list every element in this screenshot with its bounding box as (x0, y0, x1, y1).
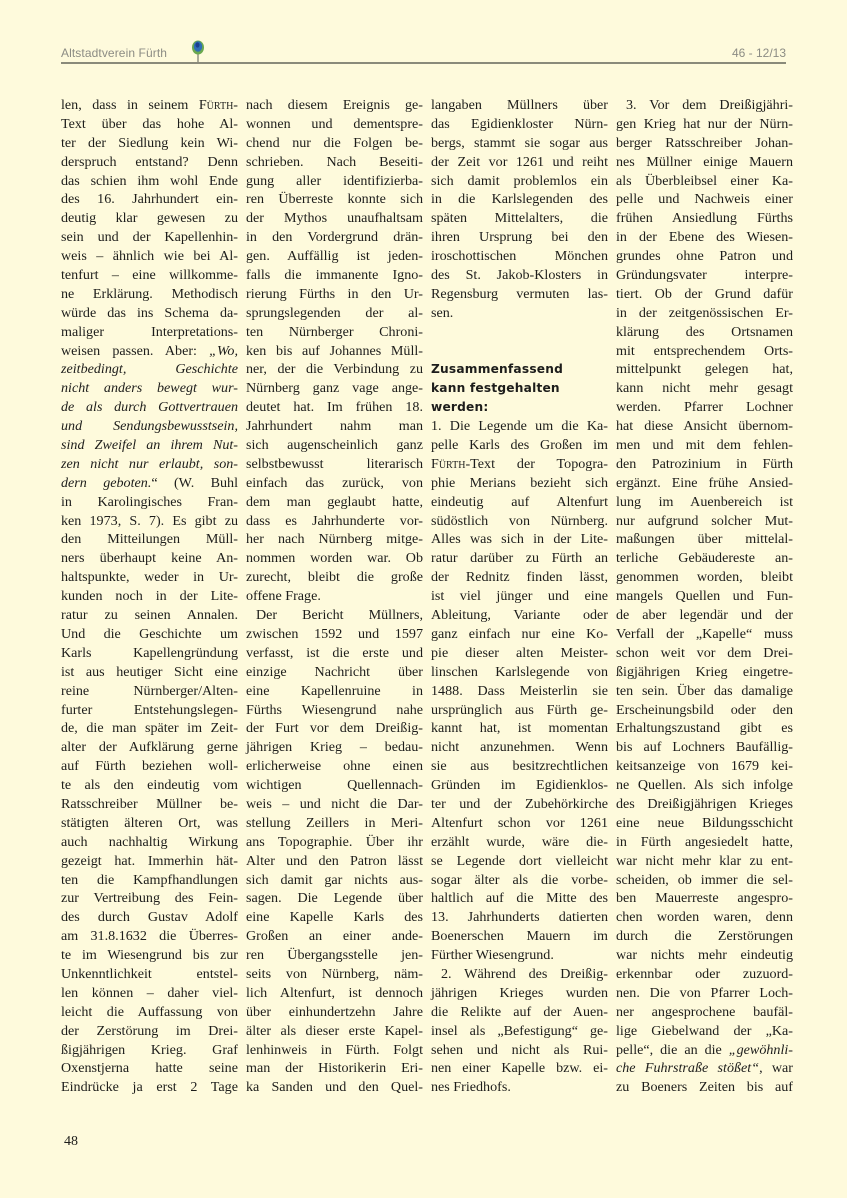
text-line: über einhundertzehn Jahre (246, 1003, 423, 1020)
text-line: grundes ohne Patron und (616, 248, 793, 265)
text-line: Boenerschen Mauern im (431, 928, 608, 945)
text-line: reine Nürnberger/Alten- (61, 682, 238, 699)
text-line: ursprünglich aus Fürth ge- (431, 701, 608, 718)
text-line: Erscheinungsbild oder den (616, 701, 793, 718)
text-line: dern geboten.“ (W. Buhl (61, 474, 239, 491)
text-line: ganz einfach nur eine Ko- (431, 625, 608, 642)
text-line: eine Kapellenruine in (246, 682, 423, 699)
text-line: rierung Fürths in den Ur- (246, 285, 423, 302)
text-line: das schien ihm wohl Ende (61, 172, 238, 189)
text-line: Altenfurt schon vor 1261 (431, 814, 608, 831)
text-line: stellung Zeillers in Meri- (246, 814, 423, 831)
text-line: der Mythos unaufhaltsam (246, 210, 423, 227)
text-line: phie Merians bezieht sich (431, 474, 608, 491)
text-line: ist viel jünger und eine (431, 588, 608, 605)
text-line: ratur darüber zu Fürth an (431, 550, 608, 567)
text-line: 1488. Dass Meisterlin sie (431, 682, 608, 699)
text-line: sich damit problemlos ein (431, 172, 608, 189)
text-line: nes Müllner einige Mauern (616, 153, 793, 170)
section-heading: kann festgehalten (431, 381, 560, 396)
text-line: iroschottischen Mönchen (431, 248, 608, 265)
text-line: Jahrhundert nahm man (246, 418, 423, 435)
text-line: die Relikte auf der Auen- (431, 1003, 608, 1020)
text-line: erzählt wurde, wäre die- (431, 833, 608, 850)
text-line: der Zeit vor 1261 und reiht (431, 153, 608, 170)
text-line: sie aus besitzrechtlichen (431, 758, 608, 775)
text-line: würde das ins Schema da- (61, 304, 238, 321)
text-line: Fürths Wiesengrund nahe (246, 701, 423, 718)
text-column-1 (61, 96, 238, 1097)
text-line: mit entsprechendem Orts- (616, 342, 793, 359)
text-line: berger Ratsschreiber Johan- (616, 134, 793, 151)
text-line: der Rednitz finden lässt, (431, 569, 608, 586)
text-line: wichtigen Quellennach- (246, 777, 423, 794)
text-line: eindeutig auf Altenfurt (431, 493, 608, 510)
text-line: gung aller identifizierba- (246, 172, 423, 189)
text-line: ten Nürnberger Chroni- (246, 323, 423, 340)
text-line: tiert. Ob der Grund dafür (616, 285, 793, 302)
text-line: Fürther Wiesengrund. (431, 947, 554, 964)
text-line: sehen und nicht als Rui- (431, 1041, 608, 1058)
text-line: kann nicht mehr gesagt (616, 380, 793, 397)
text-line: eine neue Bildungsschicht (616, 814, 793, 831)
text-line: pelle“, die an die „gewöhnli- (616, 1041, 793, 1058)
text-line: in Fürth angesiedelt hatte, (616, 833, 793, 850)
text-line: Fürth-Text der Topogra- (431, 455, 608, 472)
text-line: linschen Karlslegende von (431, 663, 608, 680)
text-line: gezeigt hat. Immerhin hät- (61, 852, 238, 869)
text-line: späten Mittelalters, die (431, 210, 608, 227)
text-line: 2. Während des Dreißig- (441, 965, 608, 982)
text-line: pie dieser alten Meister- (431, 644, 608, 661)
text-line: zeitbedingt, Geschichte (61, 361, 238, 378)
text-line: ner angesprochene baufäl- (616, 1003, 793, 1020)
spacer (431, 342, 608, 361)
text-line: man der Historikerin Eri- (246, 1060, 423, 1077)
text-line: haltspunkte, weder in Ur- (61, 569, 238, 586)
text-line: in Karolingisches Fran- (61, 493, 238, 510)
text-line: gen. Auffällig ist jeden- (246, 248, 423, 265)
text-line: ners überhaupt keine An- (61, 550, 238, 567)
text-line: chen worden waren, denn (616, 909, 793, 926)
page-number: 48 (64, 1134, 78, 1149)
text-line: sein und der Kapellenhin- (61, 229, 238, 246)
text-line: des St. Jakob-Klosters in (431, 267, 608, 284)
text-line: älter als dieser erste Kapel- (246, 1022, 423, 1039)
text-line: ihren Ursprung bei den (431, 229, 608, 246)
text-line: ist aus heutiger Sicht eine (61, 663, 238, 680)
text-line: nach diesem Ereignis ge- (246, 97, 423, 113)
text-line: den Mitteilungen Müll- (61, 531, 238, 548)
text-line: men und mit dem fehlen- (616, 437, 793, 454)
text-line: dass es Jahrhunderte vor- (246, 512, 423, 529)
text-line: Alter und den Patron lässt (246, 852, 423, 869)
page-header (61, 38, 786, 64)
text-line: war nicht mehr klar zu ent- (616, 852, 793, 869)
text-line: am 31.8.1632 die Überres- (61, 928, 238, 945)
text-line: ter der Siedlung kein Wi- (61, 134, 238, 151)
issue-number: 46 - 12/13 (731, 46, 786, 60)
section-heading: Zusammenfassend (431, 362, 564, 377)
text-line: schon weit vor dem Drei- (616, 644, 793, 661)
text-line: weis – und nicht die Dar- (246, 795, 423, 812)
text-line: wonnen und dementspre- (246, 115, 423, 132)
text-line: 3. Vor dem Dreißigjähri- (626, 97, 793, 113)
text-line: pelle und Nachweis einer (616, 191, 793, 208)
text-line: sich augenscheinlich ganz (246, 437, 423, 454)
text-line: ter und der Zubehörkirche (431, 795, 608, 812)
text-line: Oxenstjerna hatte seine (61, 1060, 238, 1077)
text-line: nur aufgrund solcher Mut- (616, 512, 793, 529)
text-line: ner, der die Verbindung zu (246, 361, 423, 378)
text-line: und Sendungsbewusstsein, (61, 418, 238, 435)
text-line: das Egidienkloster Nürn- (431, 115, 608, 132)
text-line: weisen passen. Aber: „Wo, (61, 342, 238, 359)
text-line: Nürnberg ganz vage ange- (246, 380, 423, 397)
text-line: 13. Jahrhunderts datierten (431, 909, 608, 926)
text-line: sich damit gar nichts aus- (246, 871, 423, 888)
text-column-4 (616, 96, 793, 1097)
text-line: Regensburg vermuten las- (431, 285, 608, 302)
text-line: ne Erklärung. Methodisch (61, 285, 238, 302)
text-line: zu Boeners Zeiten bis auf (616, 1079, 793, 1096)
text-line: lung im Auenbereich ist (616, 493, 793, 510)
text-line: tenfurt – eine willkomme- (61, 267, 238, 284)
text-line: leicht die Auffassung von (61, 1003, 238, 1020)
text-line: len können – daher viel- (61, 984, 238, 1001)
text-line: lich Altenfurt, ist dennoch (246, 984, 423, 1001)
text-line: ka Sanden und den Quel- (246, 1079, 423, 1096)
text-line: Eindrücke ja erst 2 Tage (61, 1079, 238, 1096)
text-line: ken 1973, S. 7). Es gibt zu (61, 512, 238, 529)
text-line: nicht anzunehmen. Wenn (431, 739, 608, 756)
text-line: Verfall der „Kapelle“ muss (616, 625, 793, 642)
text-line: nes Friedhofs. (431, 1079, 511, 1096)
text-line: gen Krieg hat nur der Nürn- (616, 115, 793, 132)
text-line: des Dreißigjährigen Krieges (616, 795, 793, 812)
text-line: in die Karlslegenden des (431, 191, 608, 208)
text-line: bergs, stammt sie sogar aus (431, 134, 608, 151)
text-line: auch nachhaltig Wirkung (61, 833, 238, 850)
text-line: der Furt vor dem Dreißig- (246, 720, 423, 737)
text-line: nicht anders bewegt wur- (61, 380, 238, 397)
text-line: Erhaltungszustand gibt es (616, 720, 793, 737)
text-line: hat diese Ansicht übernom- (616, 418, 793, 435)
text-line: des durch Gustav Adolf (61, 909, 238, 926)
text-line: de, die man später im Zeit- (61, 720, 238, 737)
text-line: einzige Nachricht über (246, 663, 423, 680)
text-line: chend nur die Folgen be- (246, 134, 423, 151)
text-column-2 (246, 96, 423, 1097)
text-line: stätigten älteren Ort, was (61, 814, 238, 831)
text-line: bis auf Lochners Baufällig- (616, 739, 793, 756)
text-line: in der zeitgenössischen Er- (616, 304, 793, 321)
text-line: Und die Geschichte um (61, 625, 238, 642)
text-line: sogar älter als die vorbe- (431, 871, 608, 888)
text-line: deutig klar gewesen zu (61, 210, 238, 227)
text-line: durch die Zerstörungen (616, 928, 793, 945)
text-line: erlicherweise ohne einen (246, 758, 423, 775)
text-line: verfasst, ist die erste und (246, 644, 423, 661)
text-line: mittelpunkt gelegen hat, (616, 361, 793, 378)
text-line: keitsanzeige von 1679 kei- (616, 758, 793, 775)
text-line: in den Vordergrund drän- (246, 229, 423, 246)
text-line: zwischen 1592 und 1597 (246, 625, 423, 642)
text-line: klärung des Ortsnamen (616, 323, 793, 340)
text-line: Der Bericht Müllners, (256, 607, 423, 624)
text-line: haltlich auf die Mitte des (431, 890, 608, 907)
text-line: offene Frage. (246, 588, 321, 605)
text-line: Karls Kapellengründung (61, 644, 238, 661)
text-line: war nichts mehr eindeutig (616, 947, 793, 964)
text-line: her nach Nürnberg mitge- (246, 531, 423, 548)
text-line: sagen. Die Legende über (246, 890, 423, 907)
text-line: kunden noch in der Lite- (61, 588, 238, 605)
text-line: de aber legendär und der (616, 607, 793, 624)
text-line: ßigjährigen Krieg. Graf (61, 1041, 238, 1058)
text-line: Gründen im Egidienklos- (431, 777, 608, 794)
text-line: maliger Interpretations- (61, 323, 238, 340)
text-column-3 (431, 96, 608, 1097)
text-line: ren Übergangsstelle jen- (246, 947, 423, 964)
text-line: schrieben. Nach Beseiti- (246, 153, 423, 170)
text-line: selbstbewusst literarisch (246, 455, 423, 472)
section-heading: werden: (431, 400, 489, 415)
text-line: Ratsschreiber Müllner be- (61, 795, 238, 812)
text-line: ten die Kampfhandlungen (61, 871, 238, 888)
text-line: erkennbar oder zuzuord- (616, 965, 793, 982)
text-line: genommen worden, bleibt (616, 569, 793, 586)
text-line: insel als „Befestigung“ ge- (431, 1022, 608, 1039)
text-line: derspruch entstand? Denn (61, 153, 238, 170)
text-line: eine Kapelle Karls des (246, 909, 423, 926)
publication-title: Altstadtverein Fürth (61, 46, 168, 60)
text-line: alter der Aufklärung gerne (61, 739, 238, 756)
text-line: lige Giebelwand der „Ka- (616, 1022, 793, 1039)
spacer (431, 323, 608, 342)
text-line: len, dass in seinem Fürth- (61, 97, 238, 113)
text-line: sprungslegenden der al- (246, 304, 423, 321)
text-line: sind Zweifel an ihrem Nut- (61, 437, 238, 454)
text-line: jährigen Krieg – bedau- (246, 739, 423, 756)
text-line: Alles was sich in der Lite- (431, 531, 608, 548)
text-line: maßungen über mittelal- (616, 531, 793, 548)
text-line: des 16. Jahrhundert ein- (61, 191, 238, 208)
text-line: ten sein. Über das damalige (616, 682, 793, 699)
text-line: zur Vertreibung des Fein- (61, 890, 238, 907)
text-line: de als durch Gottvertrauen (61, 399, 238, 416)
text-line: frühen Ansiedlung Fürths (616, 210, 793, 227)
text-line: lenhinweis in Fürth. Folgt (246, 1041, 423, 1058)
text-line: te im Wiesengrund bis zur (61, 947, 238, 964)
text-line: Unkenntlichkeit entstel- (61, 965, 238, 982)
tree-logo-icon (191, 40, 205, 62)
text-line: Text über das hohe Al- (61, 115, 238, 132)
text-line: furter Entstehungslegen- (61, 701, 238, 718)
text-line: se Legende dort vielleicht (431, 852, 608, 869)
text-line: jährigen Krieges wurden (431, 984, 608, 1001)
text-line: 1. Die Legende um die Ka- (431, 418, 608, 435)
text-line: einfach das zurück, von (246, 474, 423, 491)
text-line: che Fuhrstraße stößet“, war (616, 1060, 793, 1077)
text-line: ans Topographie. Über ihr (246, 833, 423, 850)
text-line: mangels Quellen und Fun- (616, 588, 793, 605)
text-line: Großen an einer ande- (246, 928, 423, 945)
text-line: nommen worden war. Ob (246, 550, 423, 567)
text-line: in der Ebene des Wiesen- (616, 229, 793, 246)
text-line: als Überbleibsel einer Ka- (616, 172, 793, 189)
text-line: ßigjährigen Krieg eingetre- (616, 663, 793, 680)
text-line: dem man geglaubt hatte, (246, 493, 423, 510)
text-line: falls die immanente Igno- (246, 267, 423, 284)
text-line: werden. Pfarrer Lochner (616, 399, 793, 416)
text-line: deutet hat. Im frühen 18. (246, 399, 423, 416)
text-line: ratur zu seinen Annalen. (61, 607, 238, 624)
text-line: südöstlich von Nürnberg. (431, 512, 608, 529)
text-line: ben Mauerreste angespro- (616, 890, 793, 907)
text-line: ren Überreste konnte sich (246, 191, 423, 208)
text-line: nen einer Kapelle bzw. ei- (431, 1060, 608, 1077)
text-line: Ableitung, Variante oder (431, 607, 608, 624)
text-line: ken bis auf Johannes Müll- (246, 342, 423, 359)
text-line: terliche Gebäudereste an- (616, 550, 793, 567)
text-line: ne Quellen. Als sich infolge (616, 777, 793, 794)
text-line: der Zerstörung im Drei- (61, 1022, 238, 1039)
text-line: auf Fürth beziehen woll- (61, 758, 238, 775)
text-line: Gründungsvater interpre- (616, 267, 793, 284)
text-line: ergänzt. Eine frühe Ansied- (616, 474, 793, 491)
text-line: nen. Die von Pfarrer Loch- (616, 984, 793, 1001)
text-line: zen nicht nur erlaubt, son- (61, 455, 238, 472)
text-line: scheiden, ob immer die sel- (616, 871, 793, 888)
text-line: pelle Karls des Großen im (431, 437, 608, 454)
text-line: kannt hat, ist momentan (431, 720, 608, 737)
text-line: weis – ähnlich wie bei Al- (61, 248, 238, 265)
text-line: den Patrozinium in Fürth (616, 455, 793, 472)
text-line: te als den eindeutig vom (61, 777, 238, 794)
text-line: sen. (431, 304, 454, 321)
text-line: seits von Nürnberg, näm- (246, 965, 423, 982)
text-line: zurecht, bleibt die große (246, 569, 423, 586)
text-line: langaben Müllners über (431, 97, 608, 113)
